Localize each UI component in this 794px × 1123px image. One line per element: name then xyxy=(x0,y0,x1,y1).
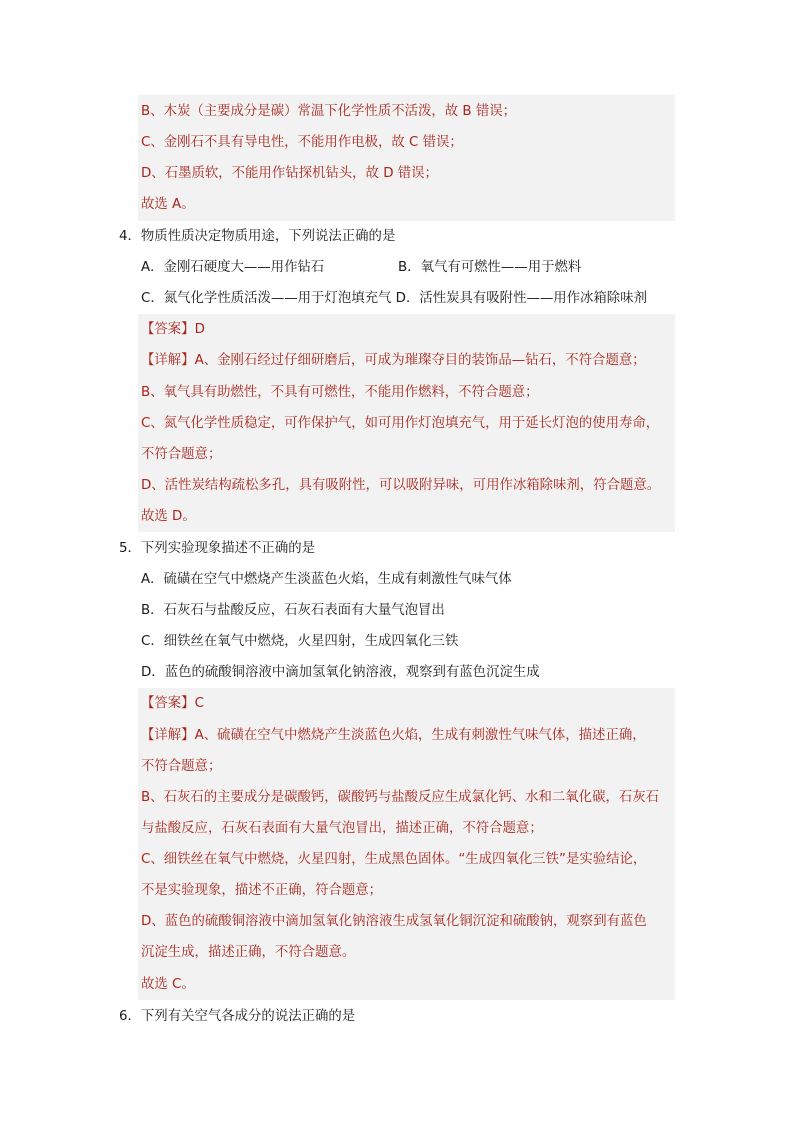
q5-detail-c: C、细铁丝在氧气中燃烧，火星四射，生成黑色固体。“生成四氧化三铁”是实验结论， xyxy=(141,852,647,867)
q4-option-b: B．氧气有可燃性——用于燃料 xyxy=(398,260,582,275)
q4-detail-c-cont: 不符合题意； xyxy=(141,447,222,462)
q5-option-d: D．蓝色的硫酸铜溶液中滴加氢氧化钠溶液，观察到有蓝色沉淀生成 xyxy=(141,665,540,680)
q4-option-a: A．金刚石硬度大——用作钻石 xyxy=(141,260,325,275)
detail-text: A、金刚石经过仔细研磨后，可成为璀璨夺目的装饰品—钻石，不符合题意； xyxy=(194,353,646,368)
prev-line-c: C、金刚石不具有导电性，不能用作电极，故 C 错误； xyxy=(141,135,463,150)
q5-detail-a xyxy=(141,727,646,745)
q5-option-c: C．细铁丝在氧气中燃烧，火星四射，生成四氧化三铁 xyxy=(141,634,459,649)
detail-tag: 【详解】 xyxy=(141,353,195,368)
q4-answer xyxy=(141,321,205,339)
answer-value: C xyxy=(194,696,204,711)
q5-option-a: A．硫磺在空气中燃烧产生淡蓝色火焰，生成有刺激性气味气体 xyxy=(141,572,512,587)
q4-detail-a xyxy=(141,352,646,370)
q5-option-b: B．石灰石与盐酸反应，石灰石表面有大量气泡冒出 xyxy=(141,603,445,618)
q5-detail-d: D、蓝色的硫酸铜溶液中滴加氢氧化钠溶液生成氢氧化铜沉淀和硫酸钠，观察到有蓝色 xyxy=(141,914,647,929)
answer-tag: 【答案】 xyxy=(141,322,195,337)
q5-stem: 5．下列实验现象描述不正确的是 xyxy=(119,541,315,556)
q4-detail-b: B、氧气具有助燃性，不具有可燃性，不能用作燃料，不符合题意； xyxy=(141,385,539,400)
detail-tag: 【详解】 xyxy=(141,728,195,743)
q4-stem: 4．物质性质决定物质用途，下列说法正确的是 xyxy=(119,229,396,244)
q4-option-cd: C．氮气化学性质活泼——用于灯泡填充气 D．活性炭具有吸附性——用作冰箱除味剂 xyxy=(141,291,647,306)
answer-tag: 【答案】 xyxy=(141,696,195,711)
q4-detail-d: D、活性炭结构疏松多孔，具有吸附性，可以吸附异味，可用作冰箱除味剂，符合题意。 xyxy=(141,478,661,493)
prev-line-d: D、石墨质软，不能用作钻探机钻头，故 D 错误； xyxy=(141,166,438,181)
q4-conclusion: 故选 D。 xyxy=(141,509,196,524)
q5-detail-a-cont: 不符合题意； xyxy=(141,759,222,774)
q4-detail-c: C、氮气化学性质稳定，可作保护气，如可用作灯泡填充气，用于延长灯泡的使用寿命， xyxy=(141,416,660,431)
q5-conclusion: 故选 C。 xyxy=(141,977,195,992)
detail-text: A、硫磺在空气中燃烧产生淡蓝色火焰，生成有刺激性气味气体，描述正确， xyxy=(194,728,646,743)
prev-line-conclusion: 故选 A。 xyxy=(141,197,195,212)
prev-line-b: B、木炭（主要成分是碳）常温下化学性质不活泼，故 B 错误； xyxy=(141,104,517,119)
answer-value: D xyxy=(194,322,205,337)
q5-detail-b: B、石灰石的主要成分是碳酸钙，碳酸钙与盐酸反应生成氯化钙、水和二氧化碳，石灰石 xyxy=(141,790,660,805)
q5-detail-c-cont: 不是实验现象，描述不正确，符合题意； xyxy=(141,883,383,898)
q5-answer xyxy=(141,695,204,713)
q5-detail-b-cont: 与盐酸反应，石灰石表面有大量气泡冒出，描述正确，不符合题意； xyxy=(141,821,543,836)
q6-stem: 6．下列有关空气各成分的说法正确的是 xyxy=(119,1009,356,1024)
q5-detail-d-cont: 沉淀生成，描述正确，不符合题意。 xyxy=(141,945,356,960)
